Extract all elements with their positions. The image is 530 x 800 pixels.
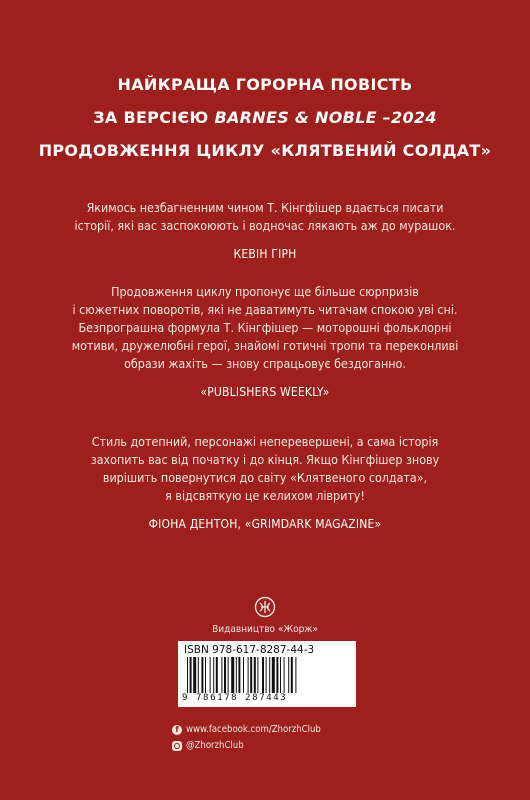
quote-line: і сюжетних поворотів, які не даватимуть читачам спокою уві сні. [72, 302, 458, 317]
publisher-block [0, 596, 530, 635]
quote-author: ФІОНА ДЕНТОН, «GRIMDARK MAGAZINE» [148, 517, 382, 531]
headline-line-2 [0, 101, 530, 134]
social-links [172, 722, 321, 754]
quote-author: «PUBLISHERS WEEKLY» [200, 385, 330, 399]
facebook-link[interactable] [172, 722, 321, 738]
facebook-url: www.facebook.com/ZhorzhClub [186, 724, 321, 735]
headline-line-2-prefix: ЗА ВЕРСІЄЮ [93, 108, 215, 127]
headline-line-3: ПРОДОВЖЕННЯ ЦИКЛУ «КЛЯТВЕНИЙ СОЛДАТ» [38, 141, 492, 160]
quote-line: історії, які вас заспокоюють і водночас лякають аж до мурашок. [74, 218, 456, 233]
quote-author: КЕВІН ГІРН [233, 247, 297, 261]
headline-line-1: НАЙКРАЩА ГОРОРНА ПОВІСТЬ [117, 75, 413, 94]
quote-line: мотиви, дружелюбні герої, знайомі готичні тропи та переконливі [71, 338, 459, 353]
publisher-name: Видавництво «Жорж» [212, 624, 318, 635]
quote-line: Стиль дотепний, персонажі неперевершені, а сама історія [91, 434, 439, 449]
quote-line: Якимось незбагненним чином Т. Кінгфішер вдається писати [86, 200, 444, 215]
headline-line-2-award: BARNES & NOBLE –2024 [214, 108, 437, 127]
zhorzh-logo-icon [254, 596, 276, 618]
barcode [183, 657, 349, 693]
quote-line: образи жахіть — знову спрацьовує бездоганно. [124, 356, 406, 371]
review-quote-1 [40, 199, 490, 263]
review-quote-2 [40, 283, 490, 401]
quote-line: я відсвяткую це келихом лівриту! [165, 488, 365, 503]
quote-line: захопить вас від початку і до кінця. Якщо Кінгфішер знову [90, 452, 440, 467]
instagram-link[interactable] [172, 738, 321, 754]
instagram-icon [172, 741, 182, 751]
instagram-handle: @ZhorzhClub [186, 740, 244, 751]
barcode-digits: 9 786178 287443 [182, 693, 288, 703]
quote-line: вирішить повернутися до світу «Клятвеного солдата», [102, 470, 428, 485]
headline [0, 68, 530, 167]
quote-line: Продовження циклу пропонує ще більше сюрпризів [111, 284, 419, 299]
facebook-icon: f [172, 725, 182, 735]
isbn-barcode-box [178, 641, 356, 707]
quote-line: Безпрограшна формула Т. Кінгфішер — моторошні фольклорні [78, 320, 452, 335]
review-quote-3 [40, 433, 490, 533]
isbn-number: ISBN 978-617-8287-44-3 [184, 644, 315, 656]
